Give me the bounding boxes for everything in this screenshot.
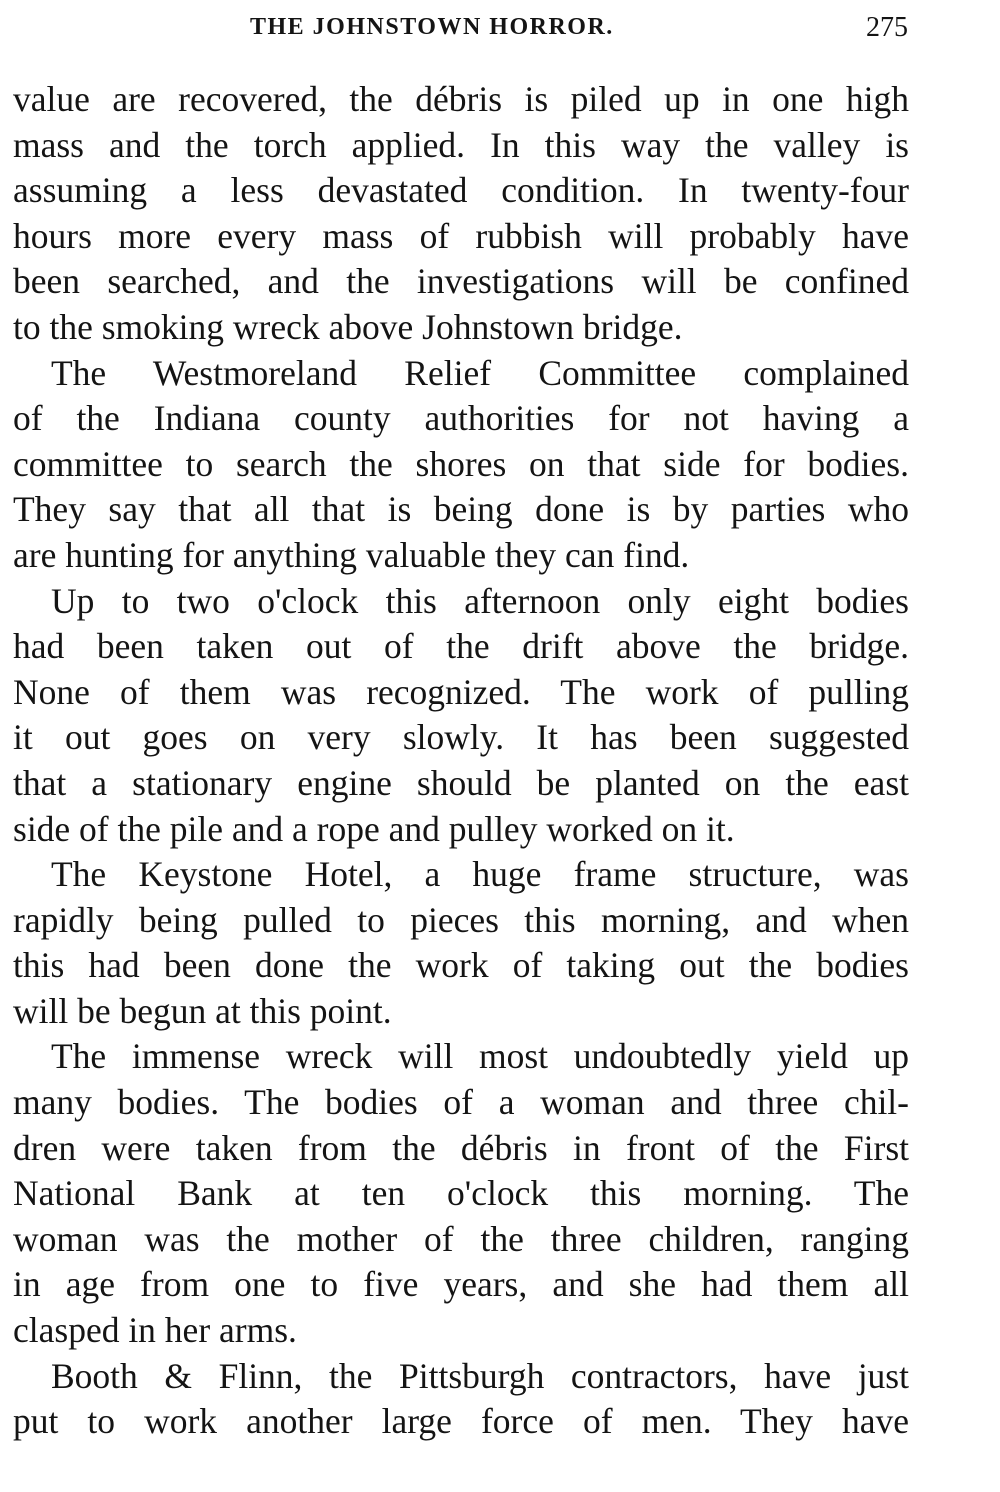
text-line: that a stationary engine should be planted on the east [13, 762, 909, 803]
paragraph-3 [13, 579, 909, 853]
page-number: 275 [866, 12, 908, 43]
text-line: woman was the mother of the three children, ranging [13, 1218, 909, 1259]
text-line: value are recovered, the débris is piled up in one high [13, 79, 909, 119]
text-line: had been taken out of the drift above the bridge. [13, 626, 909, 667]
text-line: in age from one to five years, and she had them all [13, 1264, 909, 1305]
paragraph-2 [13, 351, 909, 579]
text-line: this had been done the work of taking out the bodies [13, 945, 909, 986]
text-line: Booth & Flinn, the Pittsburgh contractors, have just [51, 1355, 909, 1396]
text-line: The Westmoreland Relief Committee complained [51, 352, 909, 393]
text-line: dren were taken from the débris in front of the First [13, 1127, 909, 1168]
text-line: They say that all that is being done is by parties who [13, 489, 909, 530]
text-line: clasped in her arms. [13, 1310, 297, 1351]
text-line: mass and the torch applied. In this way the valley is [13, 124, 909, 165]
text-line: side of the pile and a rope and pulley worked on it. [13, 808, 735, 849]
text-line: will be begun at this point. [13, 990, 392, 1031]
text-line: assuming a less devastated condition. In twenty-four [13, 170, 909, 211]
running-head [0, 10, 1000, 50]
text-line: Up to two o'clock this afternoon only eight bodies [51, 580, 909, 621]
text-line: The Keystone Hotel, a huge frame structure, was [51, 854, 909, 895]
paragraph-6 [13, 1354, 909, 1445]
body-text [13, 77, 909, 1445]
text-line: are hunting for anything valuable they can find. [13, 534, 690, 575]
text-line: The immense wreck will most undoubtedly yield up [51, 1036, 909, 1077]
text-line: hours more every mass of rubbish will probably have [13, 215, 909, 256]
paragraph-4 [13, 852, 909, 1034]
text-line: National Bank at ten o'clock this morning. The [13, 1173, 909, 1214]
paragraph-5 [13, 1034, 909, 1353]
text-line: rapidly being pulled to pieces this morning, and when [13, 899, 909, 940]
text-line: committee to search the shores on that side for bodies. [13, 443, 909, 484]
text-line: to the smoking wreck above Johnstown bridge. [13, 306, 683, 347]
text-line: of the Indiana county authorities for not having a [13, 398, 909, 439]
paragraph-1 [13, 77, 909, 351]
text-line: many bodies. The bodies of a woman and three chil- [13, 1082, 909, 1123]
text-line: been searched, and the investigations will be confined [13, 261, 909, 302]
running-title: THE JOHNSTOWN HORROR. [250, 14, 614, 40]
text-line: None of them was recognized. The work of pulling [13, 671, 909, 712]
text-line: put to work another large force of men. They have [13, 1401, 909, 1442]
text-line: it out goes on very slowly. It has been suggested [13, 717, 909, 758]
